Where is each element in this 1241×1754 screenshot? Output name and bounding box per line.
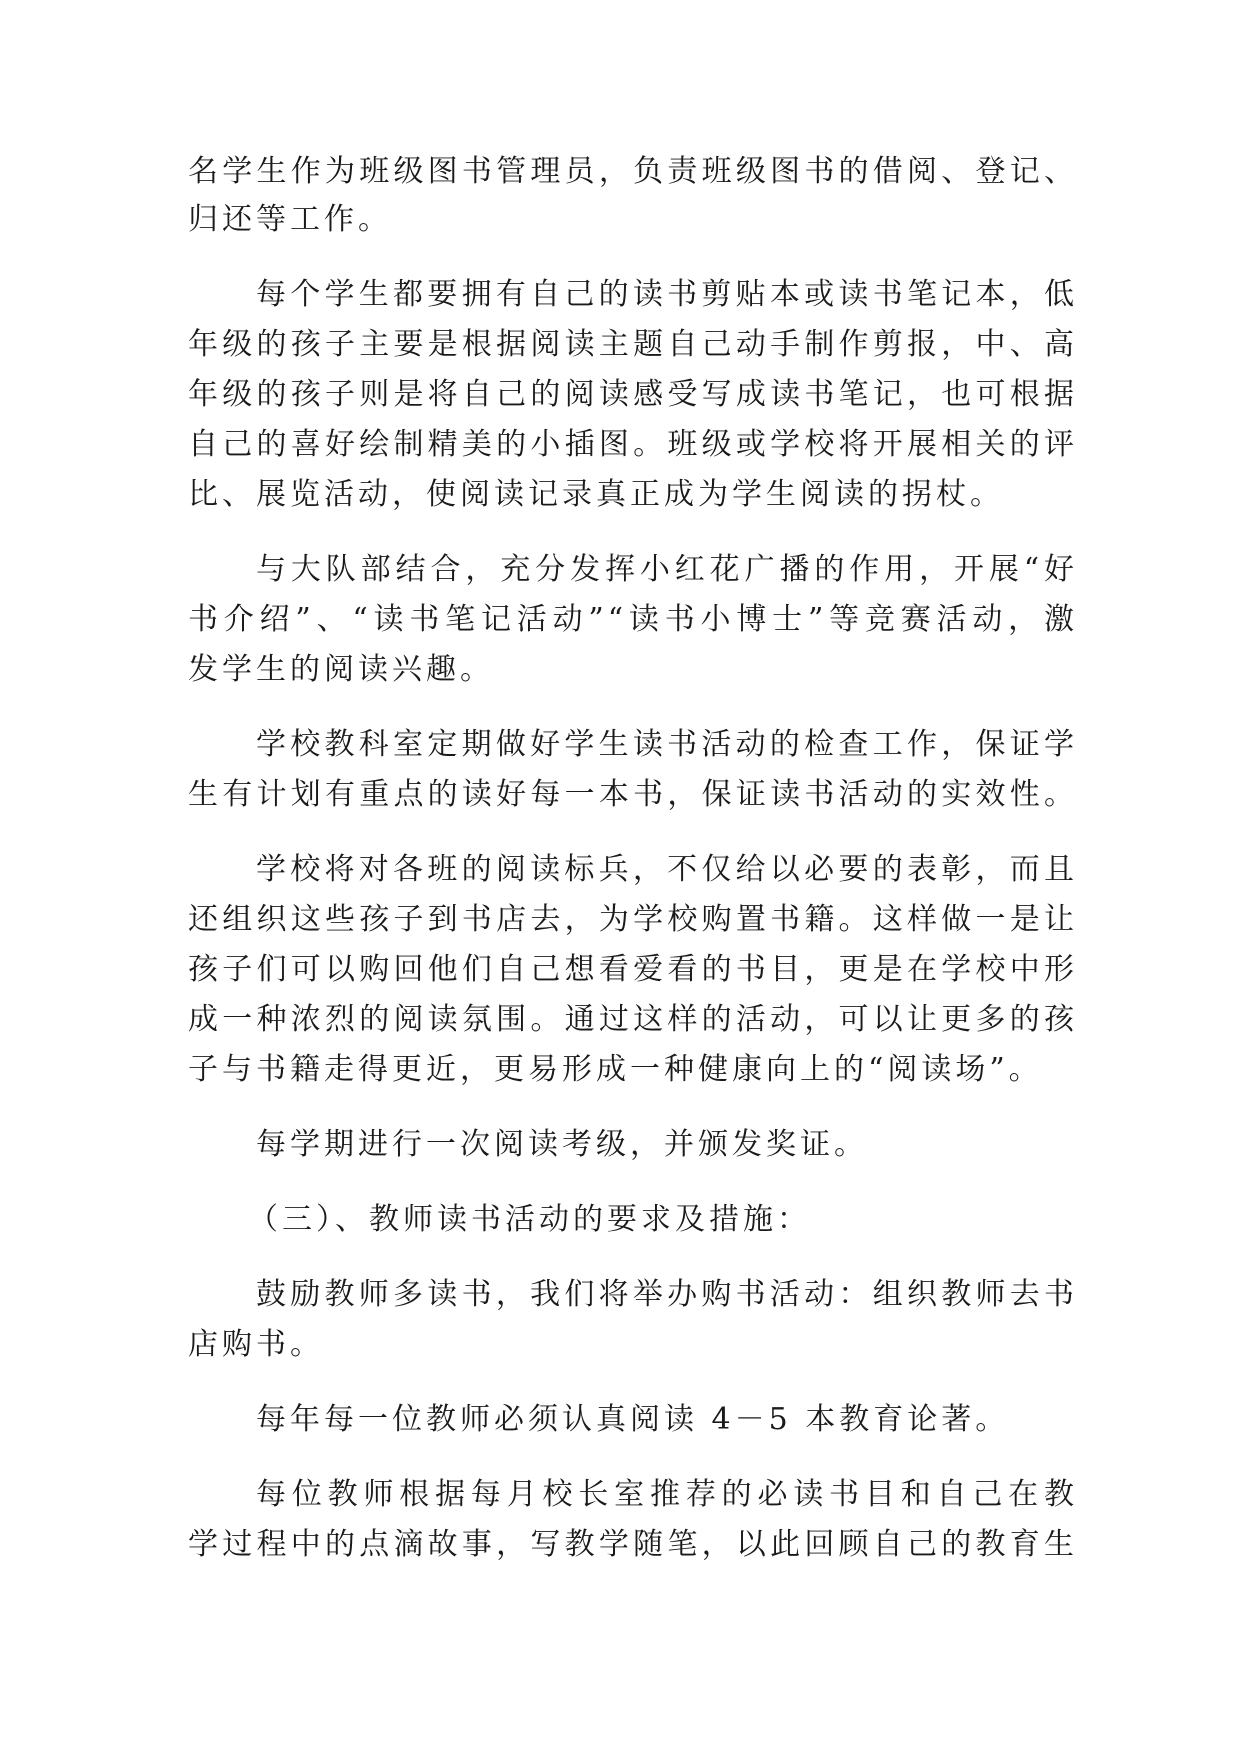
text-line: 比、展览活动，使阅读记录真正成为学生阅读的拐杖。 xyxy=(188,477,1004,512)
text-line: 成一种浓烈的阅读氛围。通过这样的活动，可以让更多的孩 xyxy=(188,1002,1078,1037)
text-line: 子与书籍走得更近，更易形成一种健康向上的“阅读场”。 xyxy=(188,1052,1043,1087)
text-line: 生有计划有重点的读好每一本书，保证读书活动的实效性。 xyxy=(188,777,1078,812)
text-line: 店购书。 xyxy=(188,1327,324,1362)
text-line: 还组织这些孩子到书店去，为学校购置书籍。这样做一是让 xyxy=(188,902,1078,937)
text-line: 每学期进行一次阅读考级，并颁发奖证。 xyxy=(256,1127,868,1162)
text-line: 每位教师根据每月校长室推荐的必读书目和自己在教 xyxy=(256,1477,1078,1512)
text-line: 学过程中的点滴故事，写教学随笔，以此回顾自己的教育生 xyxy=(188,1527,1078,1562)
section-heading: （三）、教师读书活动的要求及措施： xyxy=(248,1202,811,1237)
text-line: 学校教科室定期做好学生读书活动的检查工作，保证学 xyxy=(256,727,1078,762)
text-line: 书介绍”、“读书笔记活动”“读书小博士”等竞赛活动，激 xyxy=(188,602,1078,637)
text-line: 学校将对各班的阅读标兵，不仅给以必要的表彰，而且 xyxy=(256,852,1078,887)
text-line: 鼓励教师多读书，我们将举办购书活动：组织教师去书 xyxy=(256,1277,1078,1312)
text-line: 孩子们可以购回他们自己想看爱看的书目，更是在学校中形 xyxy=(188,952,1078,987)
text-line: 每个学生都要拥有自己的读书剪贴本或读书笔记本，低 xyxy=(256,277,1078,312)
text-line: 年级的孩子主要是根据阅读主题自己动手制作剪报，中、高 xyxy=(188,327,1078,362)
text-line: 归还等工作。 xyxy=(188,202,392,237)
text-line: 年级的孩子则是将自己的阅读感受写成读书笔记，也可根据 xyxy=(188,377,1078,412)
text-line: 与大队部结合，充分发挥小红花广播的作用，开展“好 xyxy=(256,552,1078,587)
text-line: 名学生作为班级图书管理员，负责班级图书的借阅、登记、 xyxy=(188,154,1078,189)
text-line: 每年每一位教师必须认真阅读 4－5 本教育论著。 xyxy=(256,1402,1010,1437)
text-line: 自己的喜好绘制精美的小插图。班级或学校将开展相关的评 xyxy=(188,427,1078,462)
text-line: 发学生的阅读兴趣。 xyxy=(188,652,494,687)
